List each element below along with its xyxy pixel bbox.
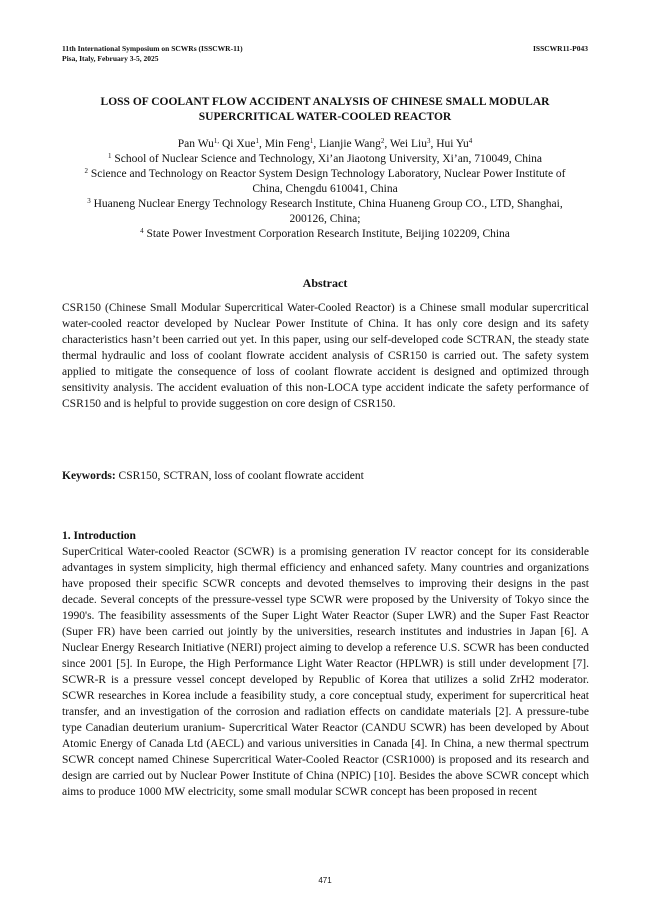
author-affiliation-marker: 2 bbox=[380, 137, 385, 145]
abstract-body: CSR150 (Chinese Small Modular Supercritical Water-Cooled Reactor) is a Chinese small modular supercritical water-cooled reactor developed by Nuclear Power Institute of China. It has only core design and its safety characteristics hasn’t been carried out yet. In this paper, using our self-developed code SCTRAN, the steady state thermal hydraulic and loss of coolant flowrate accident analysis of CSR150 is carried out. The safety system applied to mitigate the consequence of loss of coolant flowrate accident is designed and optimized through sensitivity analysis. The accident evaluation of this non-LOCA type accident indicate the safety performance of CSR150 and is helpful to provide suggestion on core design of CSR150. bbox=[62, 302, 589, 410]
keywords-text: CSR150, SCTRAN, loss of coolant flowrate accident bbox=[115, 470, 364, 482]
affiliation-number: 3 bbox=[87, 197, 91, 205]
page-number: 471 bbox=[318, 876, 332, 885]
author-list bbox=[60, 137, 590, 152]
affiliation-list bbox=[70, 152, 580, 242]
affiliation-text: Huaneng Nuclear Energy Technology Research Institute, China Huaneng Group CO., LTD, Shanghai, 200126, China; bbox=[90, 198, 563, 225]
conference-header bbox=[62, 44, 243, 64]
paper-title bbox=[60, 95, 590, 125]
author-name: , Lianjie Wang bbox=[313, 138, 381, 150]
affiliation bbox=[70, 152, 580, 167]
affiliation bbox=[70, 197, 580, 227]
paper-title-line: LOSS OF COOLANT FLOW ACCIDENT ANALYSIS OF CHINESE SMALL MODULAR bbox=[100, 96, 550, 108]
author-affiliation-marker: 1 bbox=[255, 137, 260, 145]
author-name: Pan Wu bbox=[177, 138, 214, 150]
introduction-body: SuperCritical Water-cooled Reactor (SCWR) is a promising generation IV reactor concept for its considerable advantages in system simplicity, high thermal efficiency and enhanced safety. Many countries and organizations have proposed their specific SCWR concepts and devoted themselves to improving their designs in the past decade. Several concepts of the pressure-vessel type SCWR were proposed by the University of Tokyo since the 1990's. The feasibility assessments of the Super Light Water Reactor (Super LWR) and the Super Fast Reactor (Super FR) have been carried out jointly by the universities, research institutes and industries in Japan [6]. A Nuclear Energy Research Initiative (NERI) project aiming to develop a reference U.S. SCWR has been conducted since 2001 [5]. In Europe, the High Performance Light Water Reactor (HPLWR) is still under development [7]. SCWR-R is a pressure vessel concept developed by Republic of Korea that utilizes a solid ZrH2 moderator. SCWR researches in Korea include a feasibility study, a core conceptual study, experiment for supercritical heat transfer, and an investigation of the corrosion and radiation effects on candidate materials [2]. A pressure-tube type Canadian deuterium uranium- Supercritical Water Reactor (CANDU SCWR) has been developed by About Atomic Energy of Canada Ltd (AECL) and various universities in Canada [4]. In China, a new thermal spectrum SCWR concept named Chinese Supercritical Water-Cooled Reactor (CSR1000) is proposed and its research and design are carried out by Nuclear Power Institute of China (NPIC) [10]. Besides the above SCWR concept which aims to produce 1000 MW electricity, some small modular SCWR concept has been proposed in recent bbox=[62, 546, 589, 798]
author-name: Qi Xue bbox=[219, 138, 256, 150]
affiliation-text: Science and Technology on Reactor System Design Technology Laboratory, Nuclear Power Institute of China, Chengdu 610041, China bbox=[87, 168, 566, 195]
affiliation-text: School of Nuclear Science and Technology, Xi’an Jiaotong University, Xi’an, 710049, China bbox=[111, 153, 543, 165]
author-affiliation-marker: 4 bbox=[468, 137, 473, 145]
conference-name: 11th International Symposium on SCWRs (ISSCWR-11) bbox=[62, 44, 243, 53]
keywords-label: Keywords: bbox=[62, 470, 116, 482]
paper-title-line: SUPERCRITICAL WATER-COOLED REACTOR bbox=[198, 111, 452, 123]
author-name: , Wei Liu bbox=[384, 138, 427, 150]
affiliation bbox=[70, 227, 580, 242]
conference-location-date: Pisa, Italy, February 3-5, 2025 bbox=[62, 54, 159, 63]
section-heading-introduction: 1. Introduction bbox=[62, 530, 136, 542]
affiliation bbox=[70, 167, 580, 197]
affiliation-number: 1 bbox=[107, 152, 112, 160]
author-affiliation-marker: 3 bbox=[426, 137, 431, 145]
author-name: , Hui Yu bbox=[430, 138, 469, 150]
affiliation-number: 4 bbox=[140, 227, 144, 235]
affiliation-text: State Power Investment Corporation Research Institute, Beijing 102209, China bbox=[143, 228, 510, 240]
affiliation-number: 2 bbox=[84, 167, 88, 175]
author-affiliation-marker: 1, bbox=[213, 137, 220, 145]
abstract-heading: Abstract bbox=[302, 276, 348, 290]
author-name: , Min Feng bbox=[259, 138, 310, 150]
keywords bbox=[62, 470, 364, 482]
paper-id: ISSCWR11-P043 bbox=[532, 44, 588, 53]
author-affiliation-marker: 1 bbox=[309, 137, 314, 145]
